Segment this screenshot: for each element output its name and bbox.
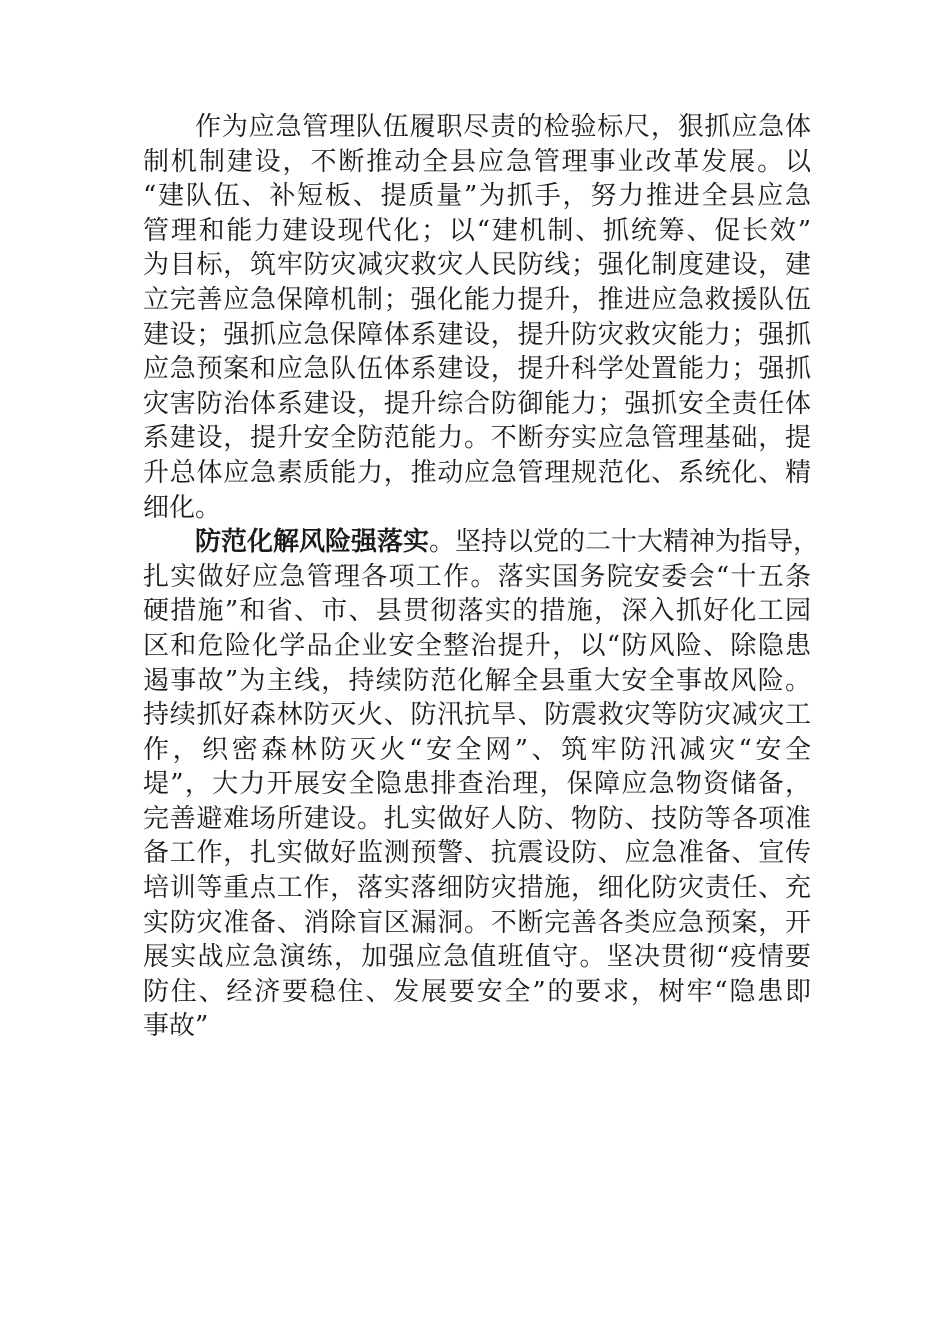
paragraph-line: “建队伍、补短板、提质量”为抓手，努力推进全县应急 xyxy=(143,181,811,212)
heading-line-rest: 。坚持以党的二十大精神为指导， xyxy=(429,527,820,558)
paragraph-line: 制机制建设，不断推动全县应急管理事业改革发展。以 xyxy=(143,146,811,177)
paragraph-line: 完善避难场所建设。扎实做好人防、物防、技防等各项准 xyxy=(143,803,811,834)
paragraph-line: 持续抓好森林防灭火、防汛抗旱、防震救灾等防灾减灾工 xyxy=(143,700,811,731)
paragraph-line: 作为应急管理队伍履职尽责的检验标尺，狠抓应急体 xyxy=(195,112,811,142)
paragraph-2 xyxy=(143,525,820,1044)
paragraph-line: 备工作，扎实做好监测预警、抗震设防、应急准备、宣传 xyxy=(143,838,811,869)
paragraph-line: 区和危险化学品企业安全整治提升，以“防风险、除隐患 xyxy=(143,630,811,661)
document-page xyxy=(143,110,820,1044)
section-heading: 防范化解风险强落实 xyxy=(195,527,430,558)
paragraph-1 xyxy=(143,110,811,525)
paragraph-line: 为目标，筑牢防灾减灾救灾人民防线；强化制度建设，建 xyxy=(143,250,811,281)
paragraph-line: 管理和能力建设现代化；以“建机制、抓统筹、促长效” xyxy=(143,215,811,246)
paragraph-line: 硬措施”和省、市、县贯彻落实的措施，深入抓好化工园 xyxy=(143,596,811,627)
paragraph-line: 升总体应急素质能力，推动应急管理规范化、系统化、精 xyxy=(143,457,811,488)
paragraph-line: 建设；强抓应急保障体系建设，提升防灾救灾能力；强抓 xyxy=(143,319,811,350)
paragraph-line: 防住、经济要稳住、发展要安全”的要求，树牢“隐患即 xyxy=(143,976,811,1007)
paragraph-line: 事故” xyxy=(143,1011,209,1042)
paragraph-first-line xyxy=(143,525,820,560)
paragraph-line: 应急预案和应急队伍体系建设，提升科学处置能力；强抓 xyxy=(143,354,811,385)
paragraph-line: 细化。 xyxy=(143,492,222,523)
paragraph-line: 立完善应急保障机制；强化能力提升，推进应急救援队伍 xyxy=(143,284,811,315)
paragraph-line: 堤”，大力开展安全隐患排查治理，保障应急物资储备， xyxy=(143,769,811,800)
paragraph-line: 灾害防治体系建设，提升综合防御能力；强抓安全责任体 xyxy=(143,388,811,419)
paragraph-line: 展实战应急演练，加强应急值班值守。坚决贯彻“疫情要 xyxy=(143,942,811,973)
paragraph-line: 作，织密森林防灭火“安全网”、筑牢防汛减灾“安全 xyxy=(143,734,811,765)
paragraph-line: 培训等重点工作，落实落细防灾措施，细化防灾责任、充 xyxy=(143,873,811,904)
paragraph-line: 系建设，提升安全防范能力。不断夯实应急管理基础，提 xyxy=(143,423,811,454)
paragraph-line: 扎实做好应急管理各项工作。落实国务院安委会“十五条 xyxy=(143,561,811,592)
paragraph-line: 实防灾准备、消除盲区漏洞。不断完善各类应急预案，开 xyxy=(143,907,811,938)
paragraph-line: 遏事故”为主线，持续防范化解全县重大安全事故风险。 xyxy=(143,665,811,696)
